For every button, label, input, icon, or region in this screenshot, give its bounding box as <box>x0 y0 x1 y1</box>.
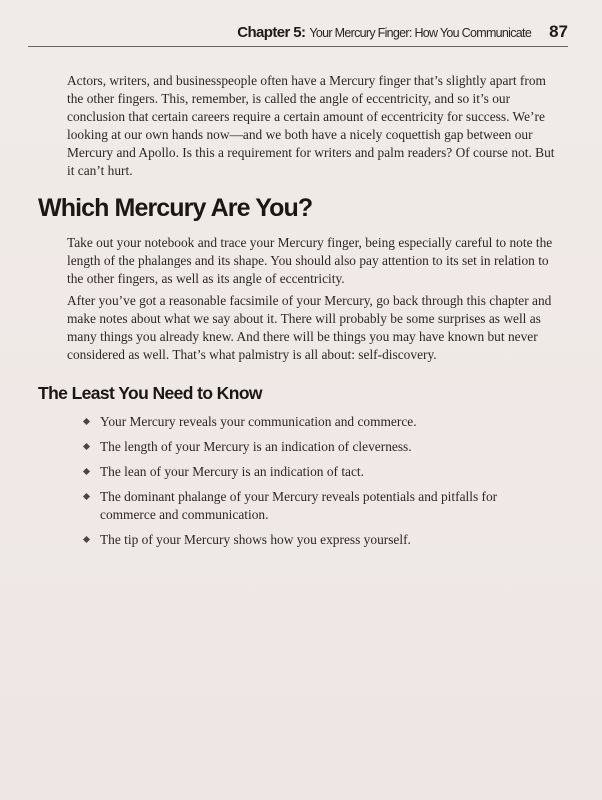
list-item <box>84 488 544 524</box>
list-item <box>84 438 544 456</box>
list-item-text: The length of your Mercury is an indication of cleverness. <box>100 439 412 454</box>
diamond-bullet-icon <box>83 468 90 475</box>
section-paragraph-1: Take out your notebook and trace your Mercury finger, being especially careful to note the length of the phalanges and its shape. You should also pay attention to its set in relation to the other fingers, as well as its angle of eccentricity. <box>67 235 553 286</box>
diamond-bullet-icon <box>83 418 90 425</box>
list-item <box>84 463 544 481</box>
page-number: 87 <box>549 22 568 41</box>
section-paragraph-2: After you’ve got a reasonable facsimile of your Mercury, go back through this chapter and make notes about what we say about it. There will probably be some surprises as well as many things you already knew. And there will be things you may have known but never considered as well. That’s what palmistry is all about: self-discovery. <box>67 293 552 362</box>
list-item-text: The lean of your Mercury is an indication of tact. <box>100 464 365 479</box>
chapter-label: Chapter 5: <box>237 24 306 41</box>
summary-heading: The Least You Need to Know <box>38 383 262 403</box>
list-item-text: Your Mercury reveals your communication and commerce. <box>100 414 417 429</box>
list-item <box>84 531 544 549</box>
section-heading: Which Mercury Are You? <box>38 194 313 222</box>
diamond-bullet-icon <box>83 536 90 543</box>
list-item <box>84 413 544 431</box>
list-item-text: The tip of your Mercury shows how you express yourself. <box>100 532 411 547</box>
summary-list <box>84 413 544 556</box>
chapter-title: Your Mercury Finger: How You Communicate <box>309 26 532 40</box>
diamond-bullet-icon <box>83 443 90 450</box>
list-item-text: The dominant phalange of your Mercury reveals potentials and pitfalls for commerce and communication. <box>100 489 498 522</box>
diamond-bullet-icon <box>83 493 90 500</box>
running-header <box>28 22 568 47</box>
intro-paragraph: Actors, writers, and businesspeople often have a Mercury finger that’s slightly apart from the other fingers. This, remember, is called the angle of eccentricity, and so it’s our conclusion that certain careers require a certain amount of eccentricity for success. We’re looking at our own hands now—and we both have a nicely coquettish gap between our Mercury and Apollo. Is this a requirement for writers and palm readers? Of course not. But it can’t hurt. <box>67 73 555 178</box>
